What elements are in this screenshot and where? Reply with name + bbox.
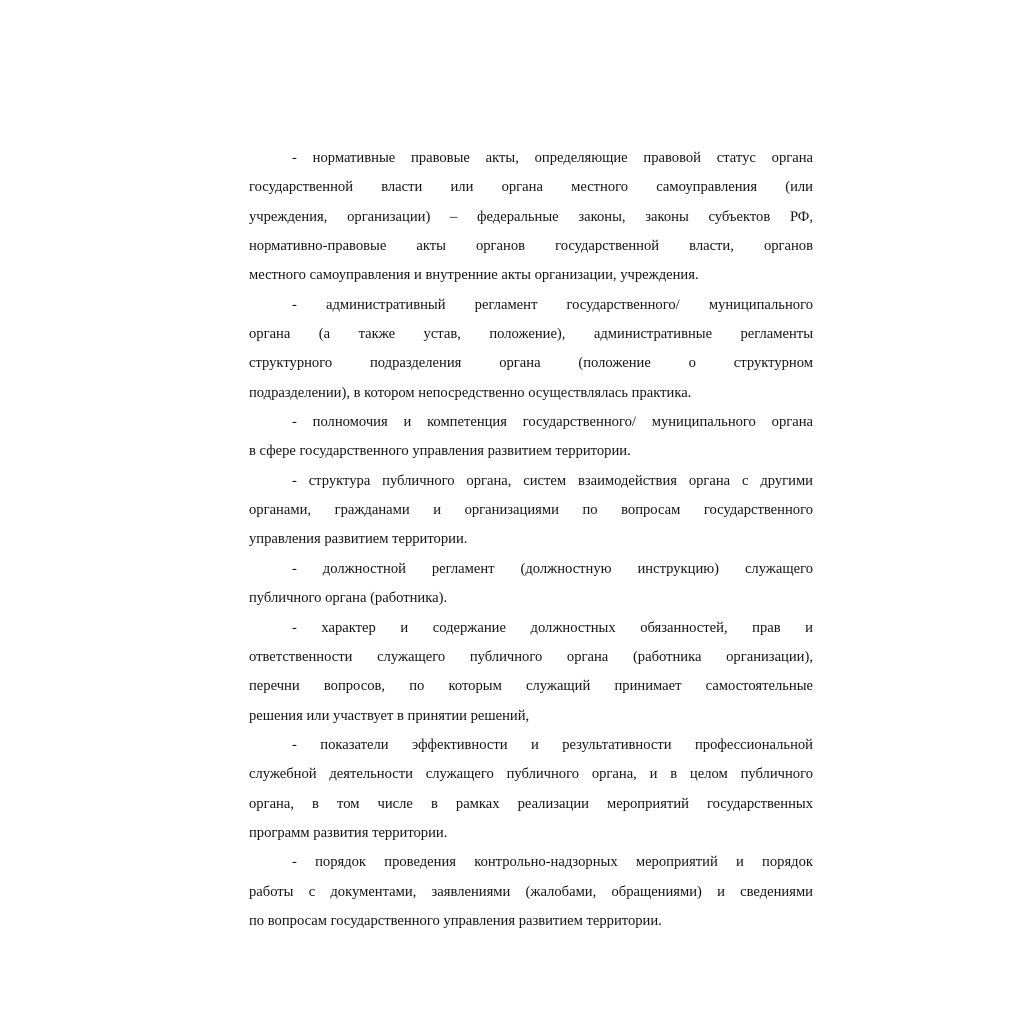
list-paragraph: [249, 731, 813, 848]
paragraph-line: местного самоуправления и внутренние акты организации, учреждения.: [249, 267, 699, 284]
paragraph-line: - должностной регламент (должностную инструкцию) служащего: [292, 560, 813, 577]
paragraph-line: - структура публичного органа, систем взаимодействия органа с другими: [292, 472, 813, 489]
paragraph-line: - показатели эффективности и результативности профессиональной: [292, 736, 813, 753]
paragraph-line: программ развития территории.: [249, 824, 448, 841]
paragraph-line: по вопросам государственного управления развитием территории.: [249, 912, 662, 929]
paragraph-line: государственной власти или органа местного самоуправления (или: [249, 179, 813, 196]
paragraph-line: - нормативные правовые акты, определяющие правовой статус органа: [292, 150, 813, 166]
list-paragraph: [249, 467, 813, 555]
list-paragraph: [249, 291, 813, 408]
paragraph-line: публичного органа (работника).: [249, 590, 448, 607]
paragraph-line: работы с документами, заявлениями (жалобами, обращениями) и сведениями: [249, 883, 813, 900]
paragraph-line: нормативно-правовые акты органов государственной власти, органов: [249, 238, 813, 255]
paragraph-line: - административный регламент государственного/ муниципального: [292, 296, 813, 313]
paragraph-line: учреждения, организации) – федеральные законы, законы субъектов РФ,: [249, 208, 813, 225]
list-paragraph: [249, 408, 813, 467]
list-paragraph: [249, 614, 813, 731]
paragraph-line: - полномочия и компетенция государственного/ муниципального органа: [292, 414, 813, 431]
paragraph-line: органами, гражданами и организациями по вопросам государственного: [249, 502, 813, 519]
paragraph-line: - характер и содержание должностных обязанностей, прав и: [292, 619, 813, 636]
paragraph-line: подразделении), в котором непосредственно осуществлялась практика.: [249, 384, 692, 401]
list-paragraph: [249, 555, 813, 614]
paragraph-line: органа, в том числе в рамках реализации мероприятий государственных: [249, 795, 813, 812]
paragraph-line: органа (а также устав, положение), административные регламенты: [249, 326, 813, 343]
list-paragraph: [249, 848, 813, 936]
paragraph-line: решения или участвует в принятии решений,: [249, 707, 530, 724]
paragraph-line: структурного подразделения органа (положение о структурном: [249, 355, 813, 372]
paragraph-line: перечни вопросов, по которым служащий принимает самостоятельные: [249, 678, 813, 695]
paragraph-line: в сфере государственного управления развитием территории.: [249, 443, 631, 460]
paragraph-line: ответственности служащего публичного органа (работника организации),: [249, 648, 813, 665]
paragraph-line: управления развитием территории.: [249, 531, 468, 548]
document-page: [249, 144, 813, 936]
paragraph-line: служебной деятельности служащего публичного органа, и в целом публичного: [249, 766, 813, 783]
list-paragraph: [249, 144, 813, 291]
paragraph-line: - порядок проведения контрольно-надзорных мероприятий и порядок: [292, 854, 813, 871]
